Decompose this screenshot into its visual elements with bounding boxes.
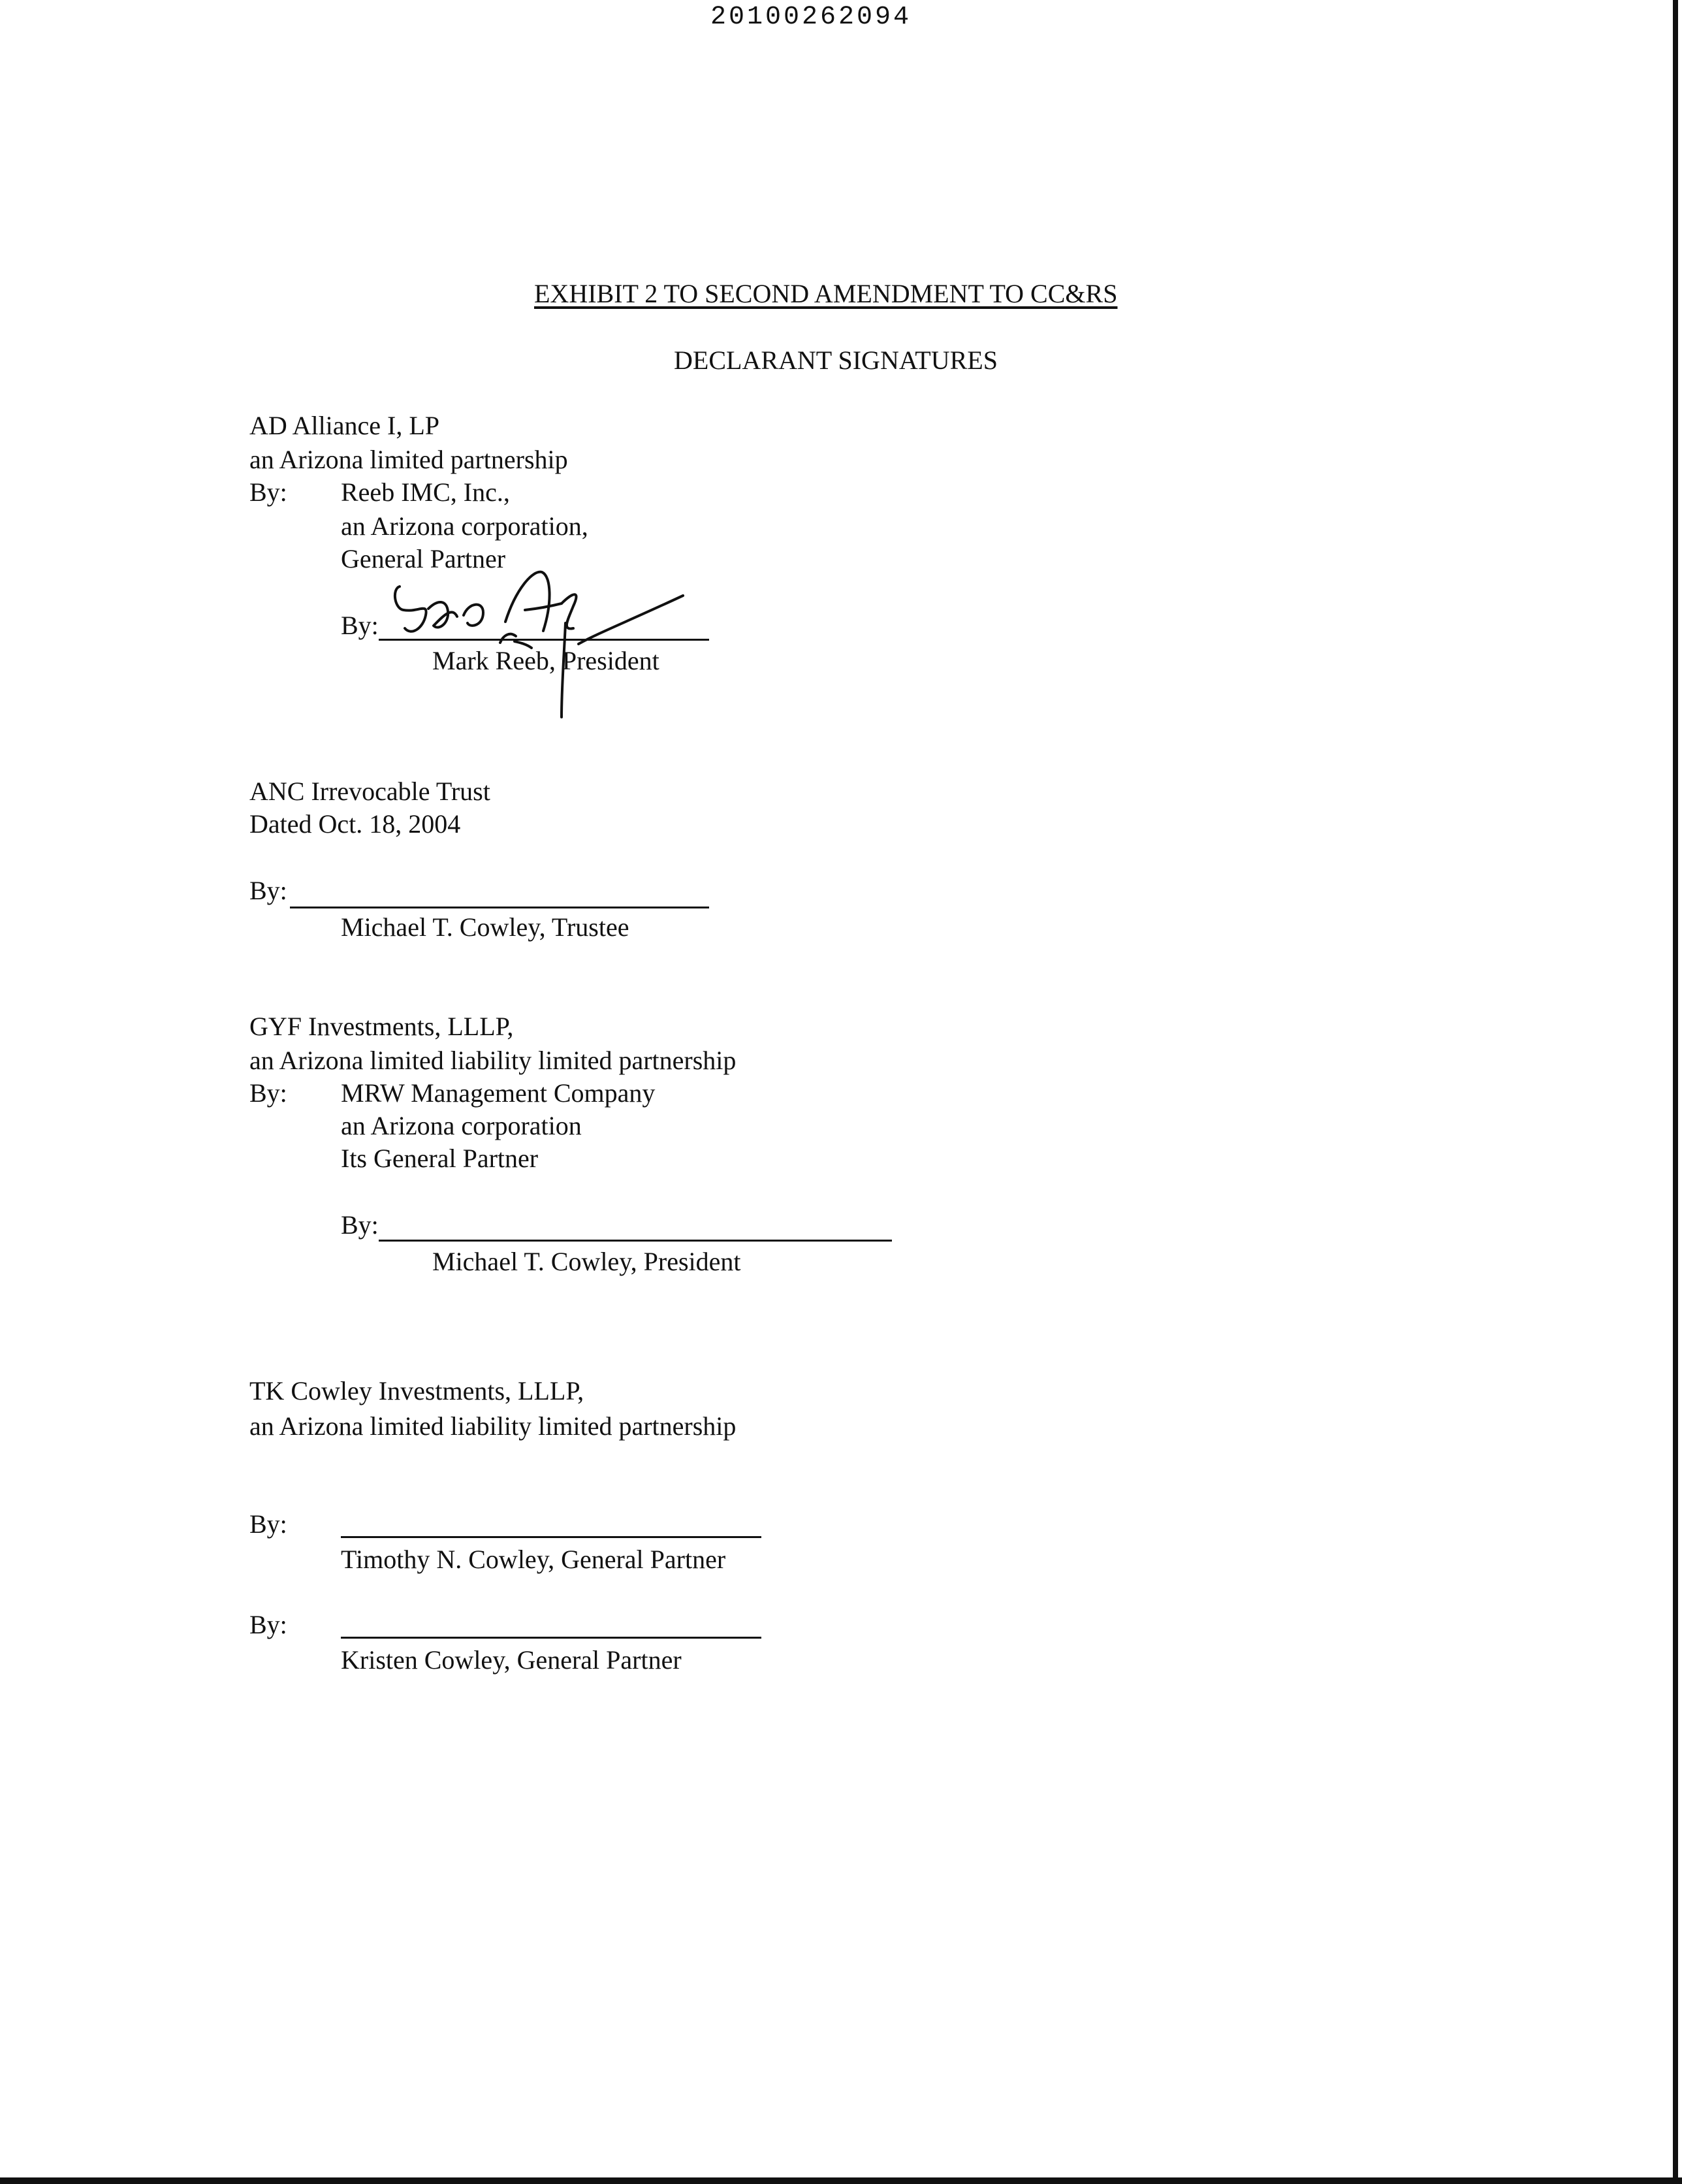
partner-name: Reeb IMC, Inc., (341, 477, 510, 507)
partner-type: an Arizona corporation (341, 1111, 582, 1140)
partner-type: an Arizona corporation, (341, 511, 588, 541)
by-label: By: (249, 1078, 287, 1108)
signer-name: Kristen Cowley, General Partner (341, 1645, 682, 1675)
entity-name: ANC Irrevocable Trust (249, 777, 490, 806)
scan-edge-right (1673, 0, 1678, 2184)
signer-name: Michael T. Cowley, Trustee (341, 912, 629, 942)
signature-by-label: By: (341, 1210, 379, 1240)
signature-line (341, 1637, 761, 1639)
signature-line (379, 1240, 892, 1242)
partner-role: General Partner (341, 544, 506, 573)
signer-name: Michael T. Cowley, President (432, 1247, 741, 1276)
document-number: 20100262094 (710, 3, 912, 32)
entity-name: GYF Investments, LLLP, (249, 1012, 514, 1041)
signature-line (290, 907, 709, 908)
partner-role: Its General Partner (341, 1144, 539, 1173)
by-label: By: (249, 1610, 287, 1639)
signer-name: Timothy N. Cowley, General Partner (341, 1545, 726, 1574)
handwritten-signature (366, 563, 705, 726)
signer-name: Mark Reeb, President (432, 646, 659, 675)
entity-name: TK Cowley Investments, LLLP, (249, 1376, 584, 1405)
signature-by-label: By: (341, 611, 379, 640)
by-label: By: (249, 1509, 287, 1539)
entity-type: an Arizona limited partnership (249, 445, 568, 474)
partner-name: MRW Management Company (341, 1078, 656, 1108)
signature-line (341, 1536, 761, 1538)
exhibit-title: EXHIBIT 2 TO SECOND AMENDMENT TO CC&RS (534, 279, 1118, 308)
trust-date: Dated Oct. 18, 2004 (249, 809, 461, 839)
by-label: By: (249, 876, 287, 905)
scan-edge-bottom (0, 2177, 1682, 2184)
entity-name: AD Alliance I, LP (249, 411, 440, 440)
entity-type: an Arizona limited liability limited partnership (249, 1046, 737, 1075)
entity-type: an Arizona limited liability limited partnership (249, 1411, 737, 1441)
by-label: By: (249, 477, 287, 507)
section-subtitle: DECLARANT SIGNATURES (674, 345, 998, 375)
